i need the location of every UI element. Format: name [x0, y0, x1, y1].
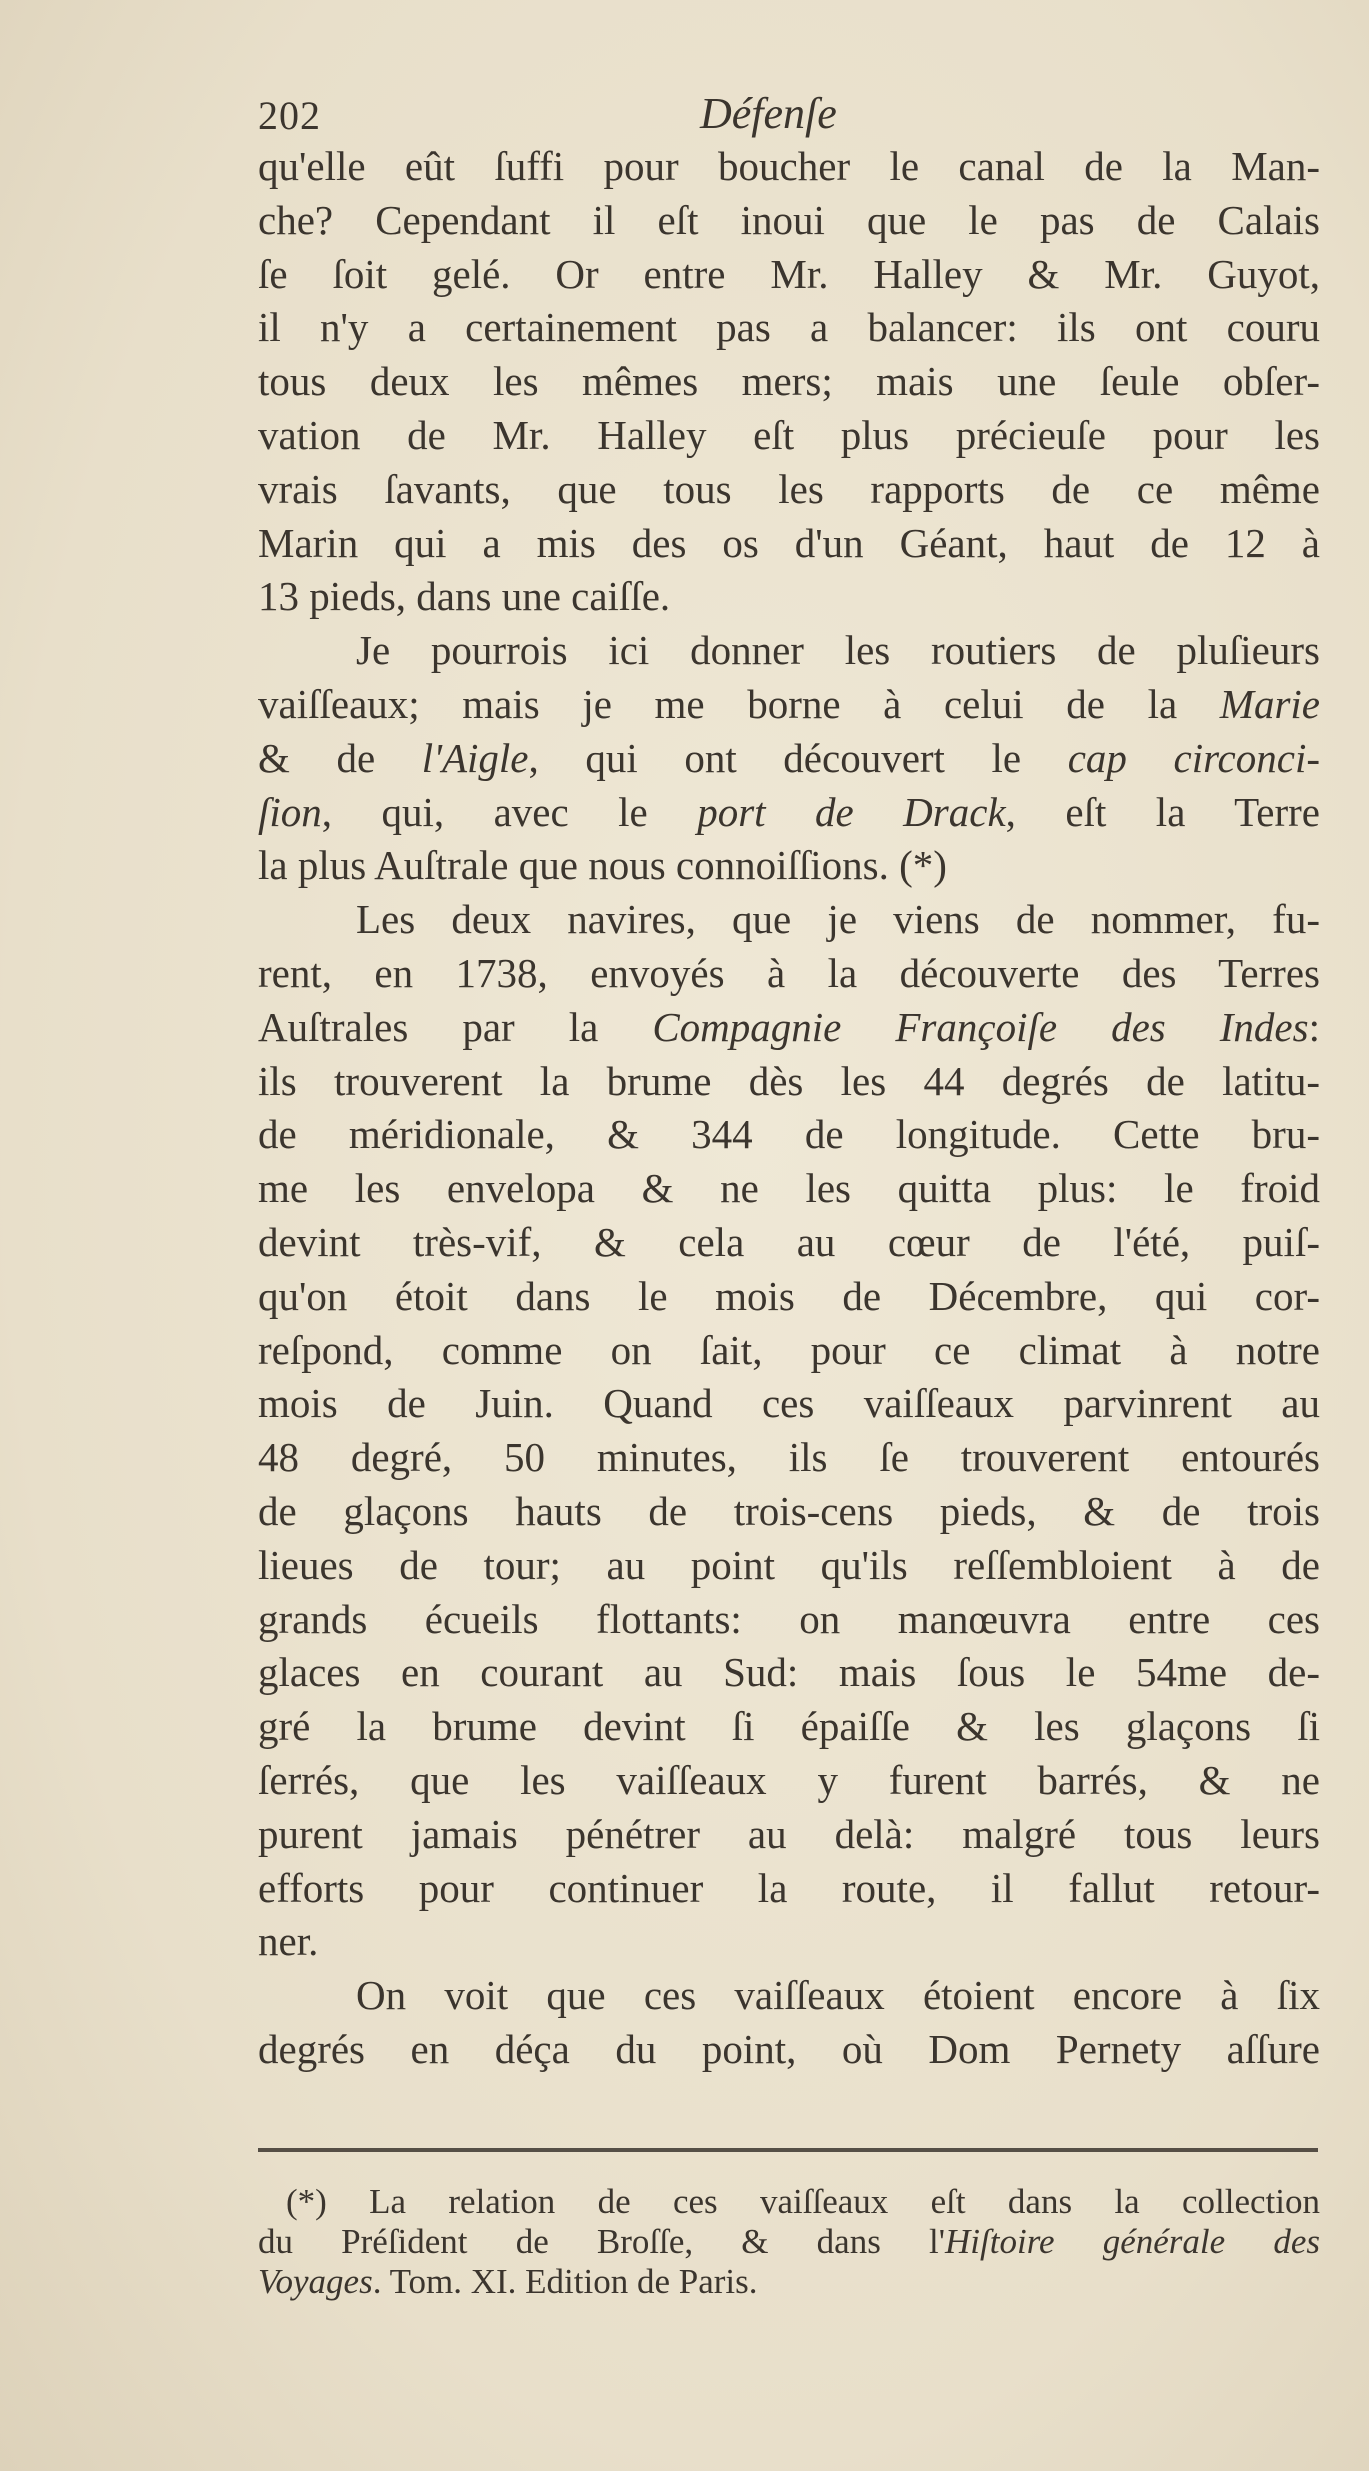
text-line: [258, 1431, 1320, 1485]
text-segment: qu'elle eût ſuffi pour boucher le canal de la Man-: [258, 143, 1320, 189]
text-segment: du Préſident de Broſſe, & dans l': [258, 2222, 946, 2261]
text-line: [258, 1915, 1320, 1969]
text-segment: il n'y a certainement pas a balancer: ils ont couru: [258, 304, 1320, 351]
text-segment: de méridionale, & 344 de longitude. Cette bru-: [258, 1111, 1320, 1158]
text-segment: devint très-vif, & cela au cœur de l'été, puiſ-: [258, 1218, 1320, 1265]
text-segment: ſerrés, que les vaiſſeaux y furent barrés, & ne: [258, 1756, 1320, 1803]
text-segment: purent jamais pénétrer au delà: malgré tous leurs: [258, 1810, 1320, 1857]
italic-text: ſion: [258, 788, 322, 835]
italic-text: Hiſtoire générale des: [945, 2222, 1320, 2261]
text-line: [258, 1754, 1320, 1808]
text-segment: ils trouverent la brume dès les 44 degrés de latitu-: [258, 1057, 1320, 1104]
text-line: [258, 194, 1320, 248]
text-line: [258, 732, 1320, 786]
text-segment: Les deux navires, que je viens de nommer, fu-: [356, 896, 1320, 943]
text-line: [258, 1324, 1320, 1378]
footnote-line: [258, 2222, 1320, 2262]
text-line: [258, 1377, 1320, 1431]
italic-text: cap circonci-: [1067, 734, 1320, 781]
italic-text: Compagnie Françoiſe des Indes: [652, 1003, 1309, 1050]
text-segment: reſpond, comme on ſait, pour ce climat à notre: [258, 1326, 1320, 1373]
page-number: 202: [258, 93, 321, 138]
text-line: [258, 1808, 1320, 1862]
text-segment: , qui, avec le: [321, 788, 698, 835]
text-line: [258, 839, 1320, 893]
text-line: [258, 1539, 1320, 1593]
text-line: [258, 1108, 1320, 1162]
text-segment: degrés en déça du point, où Dom Pernety aſſure: [258, 2025, 1320, 2072]
text-segment: :: [1308, 1003, 1320, 1050]
text-segment: mois de Juin. Quand ces vaiſſeaux parvinrent au: [258, 1380, 1320, 1427]
text-segment: grands écueils flottants: on manœuvra entre ces: [258, 1595, 1320, 1642]
text-line: [258, 1969, 1320, 2023]
text-segment: che? Cependant il eſt inoui que le pas de Calais: [258, 196, 1320, 243]
italic-text: Marie: [1219, 680, 1320, 727]
text-line: [258, 570, 1320, 624]
text-segment: ner.: [258, 1918, 319, 1965]
text-line: [258, 1593, 1320, 1647]
text-segment: Auſtrales par la: [258, 1003, 653, 1050]
text-line: [258, 624, 1320, 678]
text-segment: gré la brume devint ſi épaiſſe & les glaçons ſi: [258, 1703, 1320, 1750]
text-segment: tous deux les mêmes mers; mais une ſeule obſer-: [258, 358, 1320, 405]
text-segment: rent, en 1738, envoyés à la découverte des Terres: [258, 949, 1320, 996]
text-segment: ſe ſoit gelé. Or entre Mr. Halley & Mr. Guyot,: [258, 250, 1320, 297]
text-segment: . Tom. XI. Edition de Paris.: [372, 2262, 758, 2301]
text-segment: qu'on étoit dans le mois de Décembre, qui cor-: [258, 1272, 1320, 1319]
text-segment: de glaçons hauts de trois-cens pieds, & de trois: [258, 1487, 1320, 1534]
text-segment: (*) La relation de ces vaiſſeaux eſt dans la collection: [286, 2182, 1320, 2221]
footnote-line: [258, 2262, 1320, 2302]
text-segment: , qui ont découvert le: [528, 734, 1068, 781]
text-segment: Marin qui a mis des os d'un Géant, haut de 12 à: [258, 519, 1320, 566]
text-line: [258, 678, 1320, 732]
text-line: [258, 1001, 1320, 1055]
text-line: [258, 1162, 1320, 1216]
body-text: [258, 140, 1320, 2077]
text-segment: 13 pieds, dans une caiſſe.: [258, 573, 671, 620]
text-line: [258, 1485, 1320, 1539]
text-line: [258, 140, 1320, 194]
text-line: [258, 355, 1320, 409]
text-segment: me les envelopa & ne les quitta plus: le froid: [258, 1165, 1320, 1212]
footnote: [258, 2182, 1320, 2302]
text-segment: vrais ſavants, que tous les rapports de ce même: [258, 465, 1320, 512]
text-segment: & de: [258, 734, 422, 781]
text-line: [258, 1700, 1320, 1754]
text-segment: efforts pour continuer la route, il fallut retour-: [258, 1864, 1320, 1911]
text-segment: lieues de tour; au point qu'ils reſſembloient à de: [258, 1541, 1320, 1588]
running-title: Défenſe: [700, 89, 837, 138]
italic-text: l'Aigle: [421, 734, 529, 781]
text-line: [258, 1055, 1320, 1109]
text-segment: la plus Auſtrale que nous connoiſſions. (*): [258, 842, 947, 889]
text-line: [258, 517, 1320, 571]
italic-text: Voyages: [258, 2262, 373, 2301]
footnote-rule: [258, 2148, 1318, 2152]
footnote-line: [258, 2182, 1320, 2222]
text-line: [258, 1862, 1320, 1916]
text-segment: Je pourrois ici donner les routiers de pluſieurs: [356, 627, 1320, 674]
text-line: [258, 1270, 1320, 1324]
text-line: [258, 1646, 1320, 1700]
text-segment: On voit que ces vaiſſeaux étoient encore à ſix: [356, 1972, 1320, 2019]
text-line: [258, 409, 1320, 463]
text-segment: glaces en courant au Sud: mais ſous le 54me de-: [258, 1649, 1320, 1696]
text-line: [258, 248, 1320, 302]
text-line: [258, 1216, 1320, 1270]
text-line: [258, 301, 1320, 355]
text-segment: , eſt la Terre: [1005, 788, 1320, 835]
text-line: [258, 463, 1320, 517]
text-line: [258, 2023, 1320, 2077]
text-line: [258, 893, 1320, 947]
text-line: [258, 786, 1320, 840]
text-segment: 48 degré, 50 minutes, ils ſe trouverent entourés: [258, 1434, 1320, 1481]
text-segment: vaiſſeaux; mais je me borne à celui de la: [258, 680, 1220, 727]
text-line: [258, 947, 1320, 1001]
text-segment: vation de Mr. Halley eſt plus précieuſe pour les: [258, 411, 1320, 458]
italic-text: port de Drack: [697, 788, 1006, 835]
